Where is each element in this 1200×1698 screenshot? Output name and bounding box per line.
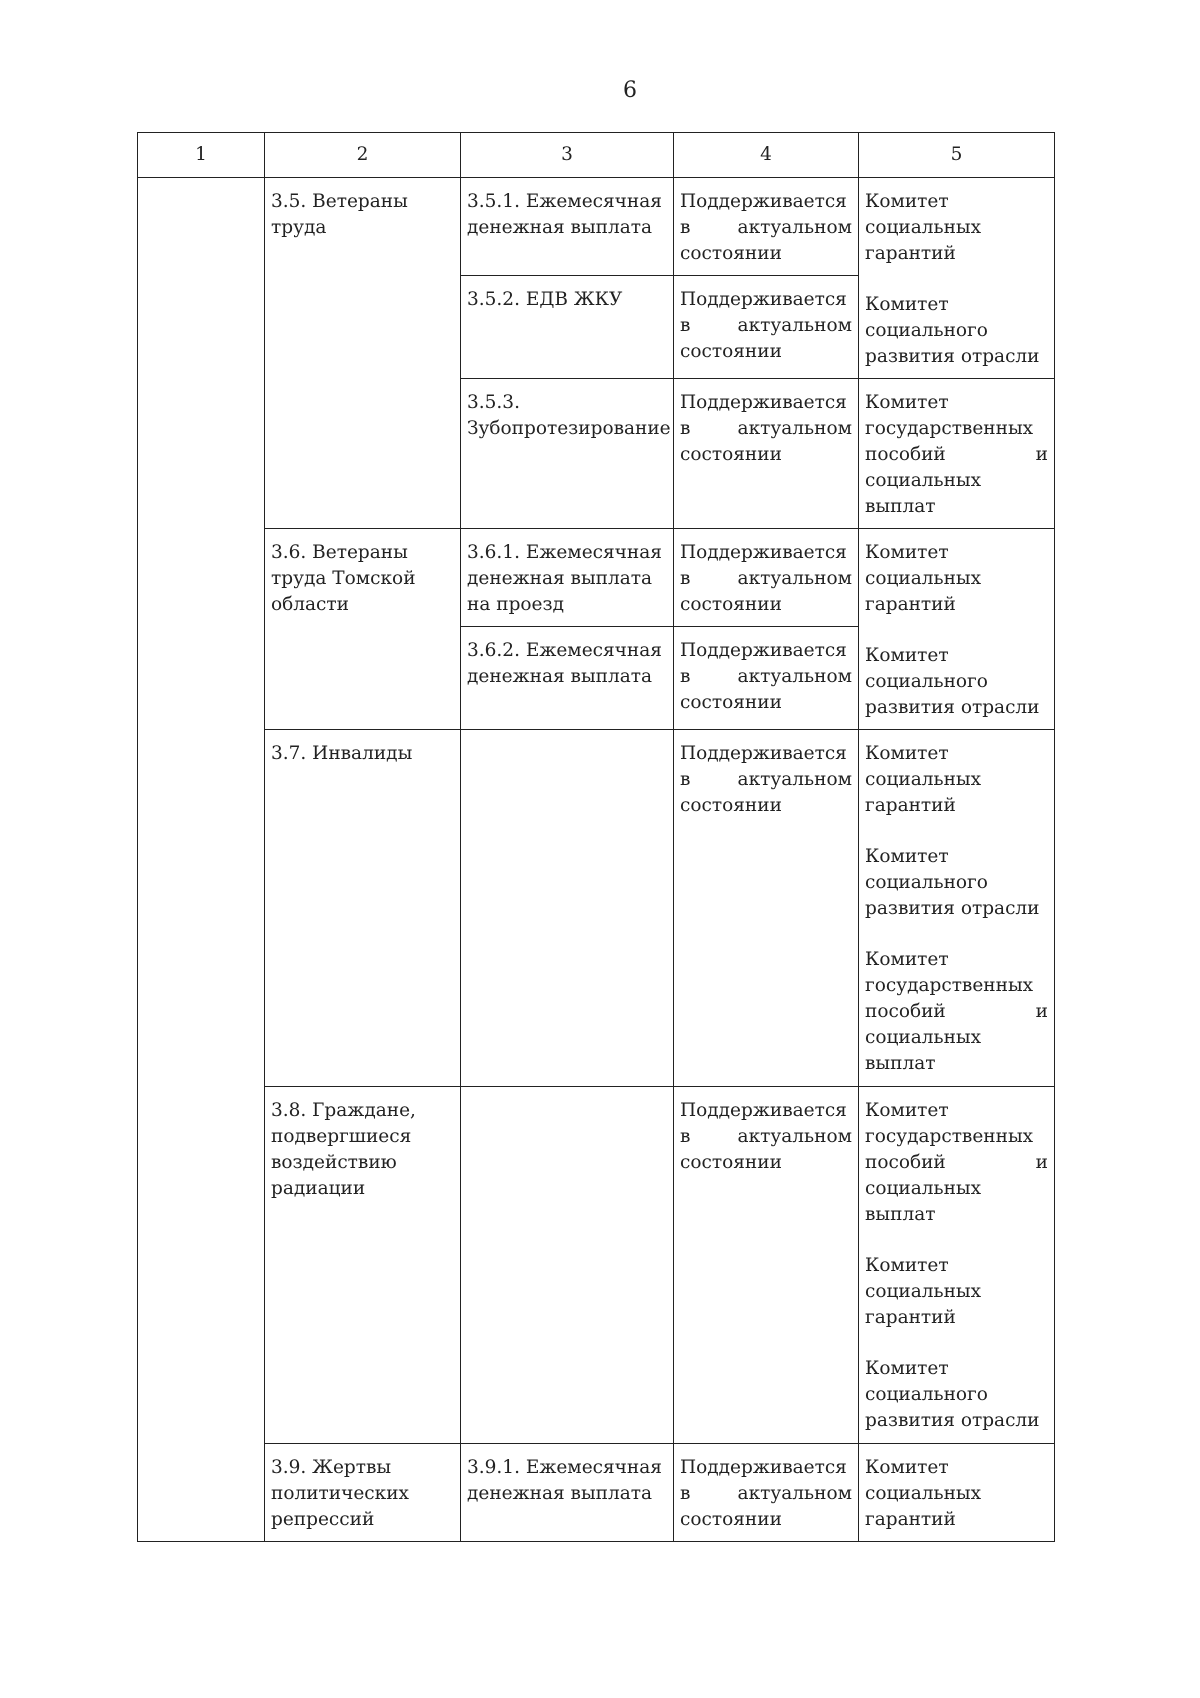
header-cell-3: 3 <box>461 133 674 178</box>
service-cell-3-9-1: 3.9.1. Ежемесячная денежная выплата <box>461 1444 674 1542</box>
org-gov-benefits <box>865 1098 1048 1228</box>
org-gov-benefits-line: Комитет государственных <box>865 392 1034 439</box>
org-word: и <box>1035 444 1048 465</box>
header-cell-1: 1 <box>138 133 265 178</box>
org-gov-benefits-line <box>865 999 1048 1025</box>
org-cell <box>859 379 1055 529</box>
org-gov-benefits <box>865 390 1048 520</box>
org-gov-benefits-line: социальных выплат <box>865 1027 982 1074</box>
org-social-development: Комитет социального развития отрасли <box>865 1358 1040 1431</box>
status-cell: Поддерживается в актуальном состоянии <box>674 276 859 379</box>
org-social-guarantees: Комитет социальных гарантий <box>865 743 982 816</box>
table-row <box>138 1087 1055 1444</box>
org-gov-benefits <box>865 947 1048 1077</box>
table-row <box>138 178 1055 276</box>
status-cell: Поддерживается в актуальном состоянии <box>674 529 859 627</box>
header-cell-4: 4 <box>674 133 859 178</box>
service-cell-empty <box>461 1087 674 1444</box>
status-cell: Поддерживается в актуальном состоянии <box>674 730 859 1087</box>
status-cell: Поддерживается в актуальном состоянии <box>674 1444 859 1542</box>
group-cell-3-9: 3.9. Жертвы политических репрессий <box>265 1444 461 1542</box>
page-number: 6 <box>623 78 637 103</box>
org-cell <box>859 529 1055 730</box>
column-1-cell <box>138 178 265 1542</box>
service-cell-3-6-1: 3.6.1. Ежемесячная денежная выплата на проезд <box>461 529 674 627</box>
status-cell: Поддерживается в актуальном состоянии <box>674 178 859 276</box>
service-cell-3-5-2: 3.5.2. ЕДВ ЖКУ <box>461 276 674 379</box>
table-header-row <box>138 133 1055 178</box>
org-social-development: Комитет социального развития отрасли <box>865 294 1040 367</box>
org-word: и <box>1035 1001 1048 1022</box>
org-word: пособий <box>865 444 946 465</box>
org-word: пособий <box>865 1001 946 1022</box>
header-cell-5: 5 <box>859 133 1055 178</box>
table-row <box>138 529 1055 627</box>
org-gov-benefits-line <box>865 1150 1048 1176</box>
table-row <box>138 730 1055 1087</box>
org-gov-benefits-line: Комитет государственных <box>865 1100 1034 1147</box>
org-gov-benefits-line <box>865 442 1048 468</box>
org-social-development: Комитет социального развития отрасли <box>865 645 1040 718</box>
document-table <box>137 132 1055 1542</box>
org-social-guarantees: Комитет социальных гарантий <box>865 542 982 615</box>
org-gov-benefits-line: социальных выплат <box>865 1178 982 1225</box>
org-social-guarantees: Комитет социальных гарантий <box>865 191 982 264</box>
org-word: и <box>1035 1152 1048 1173</box>
group-cell-3-5: 3.5. Ветераны труда <box>265 178 461 529</box>
group-cell-3-8: 3.8. Граждане, подвергшиеся воздействию радиации <box>265 1087 461 1444</box>
status-cell: Поддерживается в актуальном состоянии <box>674 1087 859 1444</box>
org-cell <box>859 1087 1055 1444</box>
org-cell: Комитет социальных гарантий <box>859 1444 1055 1542</box>
service-cell-3-6-2: 3.6.2. Ежемесячная денежная выплата <box>461 627 674 730</box>
org-social-development: Комитет социального развития отрасли <box>865 846 1040 919</box>
org-gov-benefits-line: социальных выплат <box>865 470 982 517</box>
table-row <box>138 1444 1055 1542</box>
status-cell: Поддерживается в актуальном состоянии <box>674 627 859 730</box>
org-social-guarantees: Комитет социальных гарантий <box>865 1255 982 1328</box>
status-cell: Поддерживается в актуальном состоянии <box>674 379 859 529</box>
org-gov-benefits-line: Комитет государственных <box>865 949 1034 996</box>
group-cell-3-6: 3.6. Ветераны труда Томской области <box>265 529 461 730</box>
group-cell-3-7: 3.7. Инвалиды <box>265 730 461 1087</box>
service-cell-empty <box>461 730 674 1087</box>
service-cell-3-5-3: 3.5.3. Зубопротезирование <box>461 379 674 529</box>
service-cell-3-5-1: 3.5.1. Ежемесячная денежная выплата <box>461 178 674 276</box>
org-cell <box>859 730 1055 1087</box>
header-cell-2: 2 <box>265 133 461 178</box>
org-cell <box>859 178 1055 379</box>
org-word: пособий <box>865 1152 946 1173</box>
